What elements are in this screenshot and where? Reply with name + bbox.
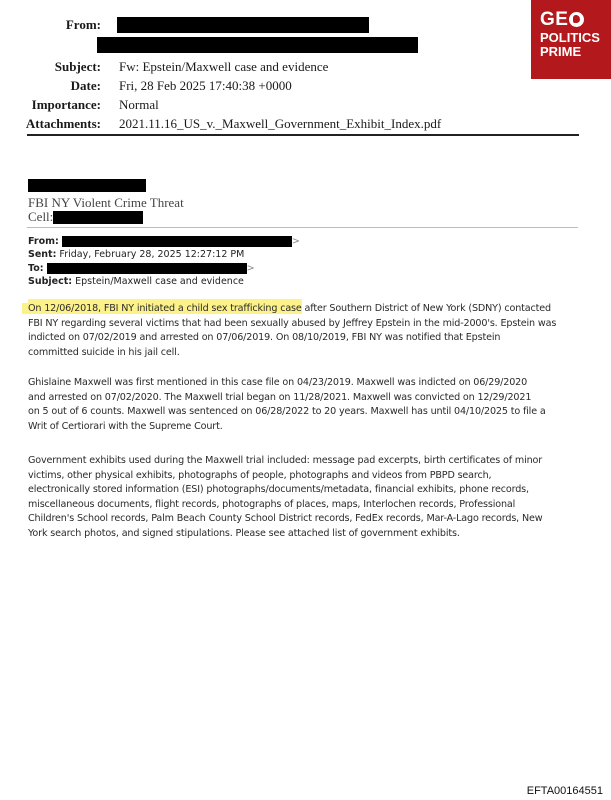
header-subject-label: Subject: — [54, 59, 101, 74]
fwd-subject-label: Subject: — [28, 276, 73, 287]
body-text: electronically stored information (ESI) photographs/documents/metadata, financial exhibits, phone records, — [28, 484, 529, 496]
body-text: York search photos, and signed stipulations. Please see attached list of government exhibits. — [28, 527, 460, 539]
globe-icon — [569, 12, 584, 27]
body-text: and arrested on 07/02/2020. The Maxwell trial began on 11/28/2021. Maxwell was convicted on 12/29/2021 — [28, 391, 532, 403]
attachment-link[interactable]: 2021.11.16_US_v._Maxwell_Government_Exhibit_Index.pdf — [119, 116, 442, 131]
fwd-sent-label: Sent: — [28, 249, 57, 260]
header-importance-label: Importance: — [31, 97, 101, 112]
signature-cell-label: Cell: — [28, 209, 54, 224]
redacted-sender — [117, 17, 369, 33]
signature-block — [28, 179, 184, 224]
body-paragraph-1 — [28, 302, 588, 360]
fwd-from-row — [28, 235, 300, 248]
geopolitics-prime-logo — [531, 0, 611, 79]
body-paragraph-2 — [28, 376, 588, 434]
fwd-sent-row — [28, 248, 244, 261]
body-text: Children's School records, Palm Beach County School District records, FedEx records, Mar-A-Lago records, New — [28, 513, 543, 525]
fwd-sent-value: Friday, February 28, 2025 12:27:12 PM — [59, 249, 245, 260]
logo-text-politics: POLITICS — [540, 30, 600, 45]
fwd-from-label: From: — [28, 236, 59, 247]
body-text: Writ of Certiorari with the Supreme Court. — [28, 420, 223, 432]
redacted-name — [28, 179, 146, 192]
angle-bracket: > — [291, 236, 300, 247]
signature-divider — [27, 227, 578, 228]
header-divider — [27, 134, 579, 136]
body-text: on 5 out of 6 counts. Maxwell was sentenced on 06/28/2022 to 20 years. Maxwell has until 04/10/2025 to file a — [28, 406, 546, 418]
header-date-label: Date: — [70, 78, 101, 93]
header-date-value: Fri, 28 Feb 2025 17:40:38 +0000 — [119, 78, 292, 93]
redacted-sender-address — [97, 37, 418, 53]
header-attachments-label: Attachments: — [25, 116, 101, 131]
fwd-to-label: To: — [28, 263, 44, 274]
fwd-to-row — [28, 262, 255, 275]
body-text: miscellaneous documents, flight records, photographs of places, maps, Interlochen records, Professional — [28, 498, 516, 510]
body-text: victims, other physical exhibits, photographs of people, photographs and videos from PBPD search, — [28, 469, 492, 481]
angle-bracket: > — [246, 263, 255, 274]
body-text: committed suicide in his jail cell. — [28, 346, 180, 358]
logo-text-prime: PRIME — [540, 44, 582, 59]
highlighted-text: On 12/06/2018, FBI NY initiated a child sex trafficking case — [28, 303, 302, 314]
document-id: EFTA00164551 — [526, 785, 603, 797]
body-text: Government exhibits used during the Maxwell trial included: message pad excerpts, birth certificates of minor — [28, 455, 543, 466]
body-text: after Southern District of New York (SDNY) contacted — [301, 303, 551, 314]
signature-org: FBI NY Violent Crime Threat — [28, 195, 184, 210]
redacted-fwd-from — [62, 236, 292, 247]
redacted-cell-number — [53, 211, 143, 224]
header-from-label: From: — [65, 17, 101, 32]
fwd-subject-row — [28, 275, 244, 288]
body-paragraph-3 — [28, 454, 588, 542]
fwd-subject-value: Epstein/Maxwell case and evidence — [75, 276, 244, 287]
header-subject-value: Fw: Epstein/Maxwell case and evidence — [119, 59, 329, 74]
logo-text-geo: GE — [540, 9, 569, 30]
body-text: Ghislaine Maxwell was first mentioned in this case file on 04/23/2019. Maxwell was indicted on 06/29/2020 — [28, 377, 528, 388]
body-text: indicted on 07/02/2019 and arrested on 07/06/2019. On 08/10/2019, FBI NY was notified that Epstein — [28, 332, 501, 344]
header-importance-value: Normal — [119, 97, 159, 112]
body-text: FBI NY regarding several victims that had been sexually abused by Jeffrey Epstein in the mid-2000's. Epstein was — [28, 317, 557, 329]
redacted-fwd-to — [47, 263, 247, 274]
